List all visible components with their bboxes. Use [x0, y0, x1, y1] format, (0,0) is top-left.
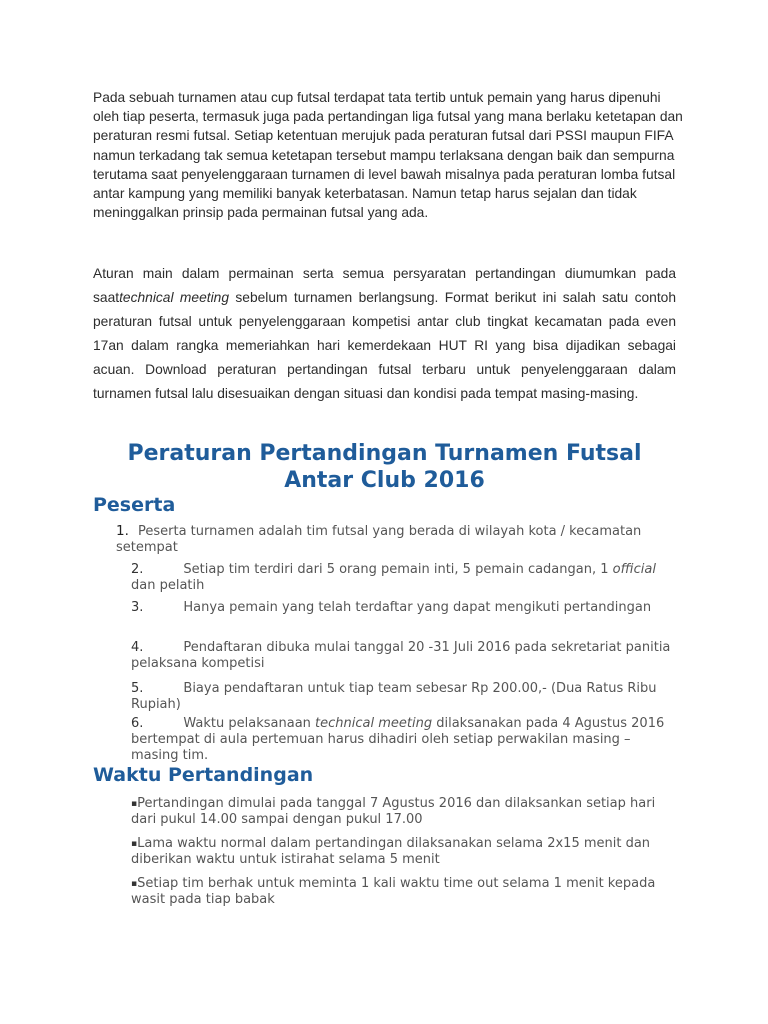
bullet-icon: ▪	[131, 799, 138, 809]
list-item-text: Setiap tim berhak untuk meminta 1 kali waktu time out selama 1 menit kepada wasit pada tiap babak	[131, 876, 656, 907]
waktu-item-3	[131, 876, 676, 908]
list-item-text: Waktu pelaksanaan	[183, 716, 316, 731]
peserta-item-6	[131, 716, 676, 764]
peserta-item-5	[131, 681, 676, 713]
peserta-item-3	[131, 600, 676, 616]
list-item-italic: technical meeting	[315, 716, 433, 731]
list-item-text: Biaya pendaftaran untuk tiap team sebesar Rp 200.00,- (Dua Ratus Ribu Rupiah)	[131, 681, 657, 712]
list-item-text: Pertandingan dimulai pada tanggal 7 Agustus 2016 dan dilaksankan setiap hari dari pukul 14.00 sampai dengan pukul 17.00	[131, 796, 656, 827]
list-number: 2.	[131, 562, 144, 577]
main-title: Peraturan Pertandingan Turnamen Futsal Antar Club 2016	[127, 441, 642, 493]
intro-paragraph-2-italic: technical meeting	[119, 290, 229, 305]
list-number: 5.	[131, 681, 144, 696]
section-heading-peserta: Peserta	[93, 494, 176, 516]
peserta-item-2	[131, 562, 676, 594]
list-number: 3.	[131, 600, 144, 615]
section-heading-waktu-pertandingan: Waktu Pertandingan	[93, 764, 314, 786]
list-item-italic: official	[612, 562, 656, 577]
bullet-icon: ▪	[131, 839, 138, 849]
list-item-text-end: dan pelatih	[131, 578, 205, 593]
peserta-item-4	[131, 640, 676, 672]
intro-paragraph-1: Pada sebuah turnamen atau cup futsal terdapat tata tertib untuk pemain yang harus dipenuhi oleh tiap peserta, termasuk juga pada pertandingan liga futsal yang mana berlaku ketetapan dan peraturan resmi futsal. Setiap ketentuan merujuk pada peraturan futsal dari PSSI maupun FIFA namun terkadang tak semua ketetapan tersebut mampu terlaksana dengan baik dan sempurna terutama saat penyelenggaraan turnamen di level bawah misalnya pada peraturan lomba futsal antar kampung yang memiliki banyak keterbatasan. Namun tetap harus sejalan dan tidak meninggalkan prinsip pada permainan futsal yang ada.	[93, 90, 683, 221]
bullet-icon: ▪	[131, 879, 138, 889]
intro-paragraph-2-part1: Aturan main dalam permainan serta semua persyaratan pertandingan diumumkan pada saat	[93, 266, 676, 305]
waktu-item-1	[131, 796, 676, 828]
list-item-text: Pendaftaran dibuka mulai tanggal 20 -31 Juli 2016 pada sekretariat panitia pelaksana kompetisi	[131, 640, 671, 671]
list-item-text: Lama waktu normal dalam pertandingan dilaksanakan selama 2x15 menit dan diberikan waktu untuk istirahat selama 5 menit	[131, 836, 651, 867]
list-number: 1.	[116, 523, 129, 539]
intro-paragraph-2-part2: sebelum turnamen berlangsung. Format berikut ini salah satu contoh peraturan futsal untuk penyelenggaraan kompetisi antar club tingkat kecamatan pada even 17an dalam rangka memeriahkan hari kemerdekaan HUT RI yang bisa dijadikan sebagai acuan. Download peraturan pertandingan futsal terbaru untuk penyelenggaraan dalam turnamen futsal lalu disesuaikan dengan situasi dan kondisi pada tempat masing-masing.	[93, 290, 676, 401]
list-item-text-end: dilaksanakan pada 4 Agustus 2016 bertempat di aula pertemuan harus dihadiri oleh setiap perwakilan masing – masing tim.	[131, 716, 665, 763]
list-number: 4.	[131, 640, 144, 655]
list-item-text: Setiap tim terdiri dari 5 orang pemain inti, 5 pemain cadangan, 1	[183, 562, 613, 577]
list-item-text: Peserta turnamen adalah tim futsal yang berada di wilayah kota / kecamatan setempat	[116, 524, 642, 555]
intro-paragraph-2	[93, 262, 676, 406]
list-item-text: Hanya pemain yang telah terdaftar yang dapat mengikuti pertandingan	[183, 600, 652, 615]
list-number: 6.	[131, 716, 144, 731]
waktu-item-2	[131, 836, 676, 868]
peserta-item-1	[116, 523, 656, 556]
